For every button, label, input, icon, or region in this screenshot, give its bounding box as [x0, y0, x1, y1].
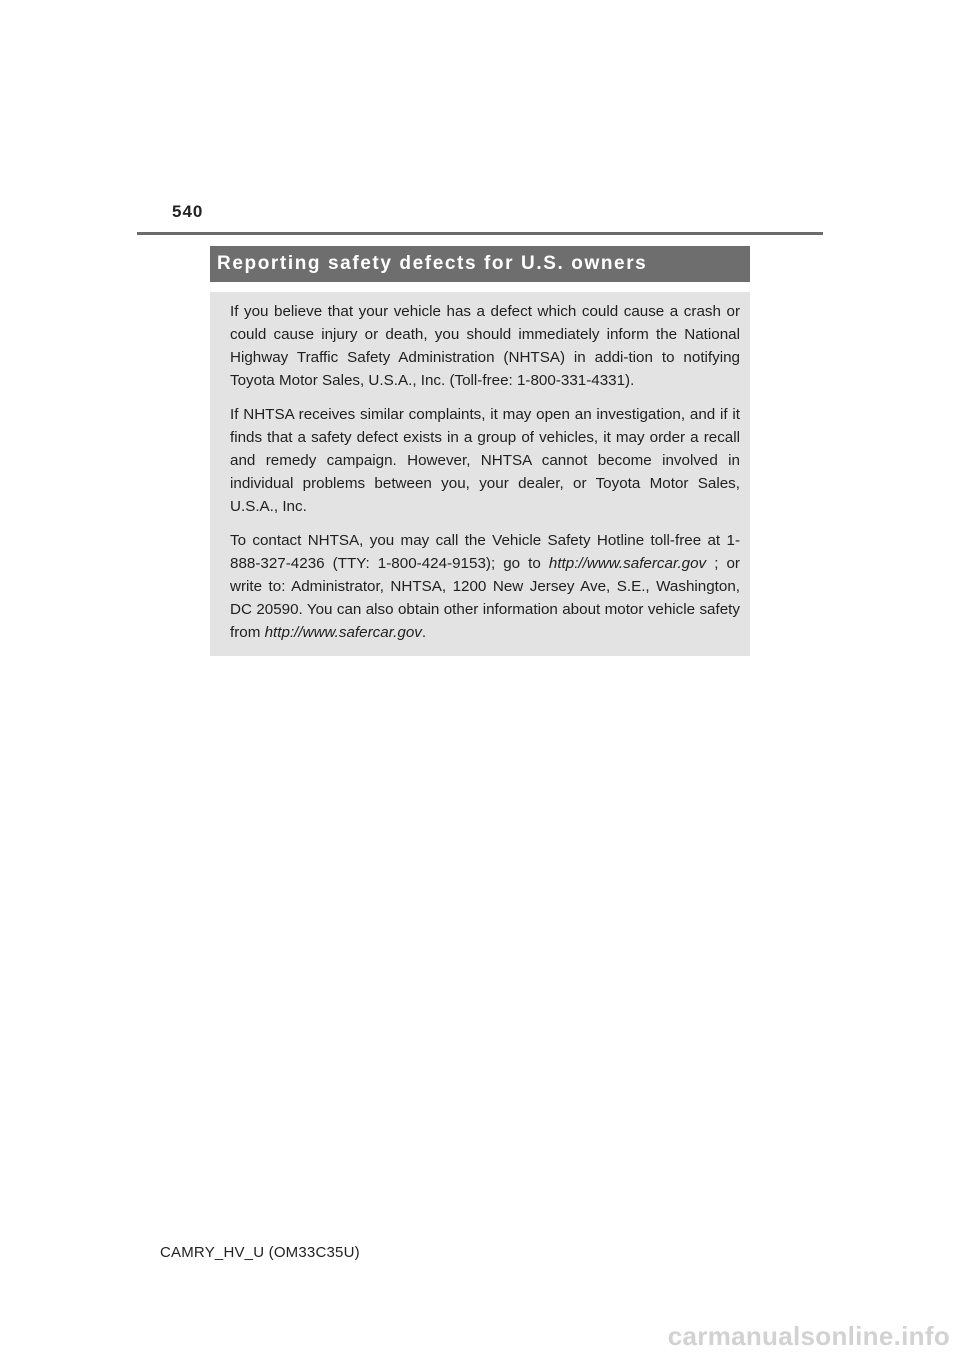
- header-divider: [137, 232, 823, 235]
- content-box: [210, 292, 750, 656]
- watermark: carmanualsonline.info: [667, 1321, 950, 1351]
- paragraph-contact: [230, 529, 740, 644]
- section-title: Reporting safety defects for U.S. owners: [217, 253, 648, 274]
- paragraph-defect-report: If you believe that your vehicle has a defect which could cause a crash or could cause injury or death, you should immediately inform the National Highway Traffic Safety Administration (NHTSA) in addi-tion to notifying Toyota Motor Sales, U.S.A., Inc. (Toll-free: 1-800-331-4331).: [230, 303, 740, 389]
- safercar-link-2[interactable]: http://www.safercar.gov: [264, 624, 422, 641]
- contact-text-part1: To contact NHTSA, you may call the Vehicle Safety Hotline toll-free at 1-888-327-4236 (TTY: 1-800-424-9153); go to: [230, 532, 740, 572]
- paragraph-investigation: If NHTSA receives similar complaints, it may open an investigation, and if it finds that a safety defect exists in a group of vehicles, it may order a recall and remedy campaign. However, NHTSA cannot become involved in individual problems between you, your dealer, or Toyota Motor Sales, U.S.A., Inc.: [230, 406, 740, 515]
- safercar-link[interactable]: http://www.safercar.gov: [548, 555, 707, 572]
- footer-model-code: CAMRY_HV_U (OM33C35U): [160, 1244, 360, 1261]
- page-number: 540: [172, 202, 204, 221]
- section-title-bar: [210, 246, 750, 282]
- contact-text-part2: ; or write to: Administrator, NHTSA, 1200 New Jersey Ave, S.E., Washington, DC 20590. You can also obtain other information about motor vehicle safety from: [230, 555, 740, 641]
- contact-text-part3: .: [421, 624, 427, 641]
